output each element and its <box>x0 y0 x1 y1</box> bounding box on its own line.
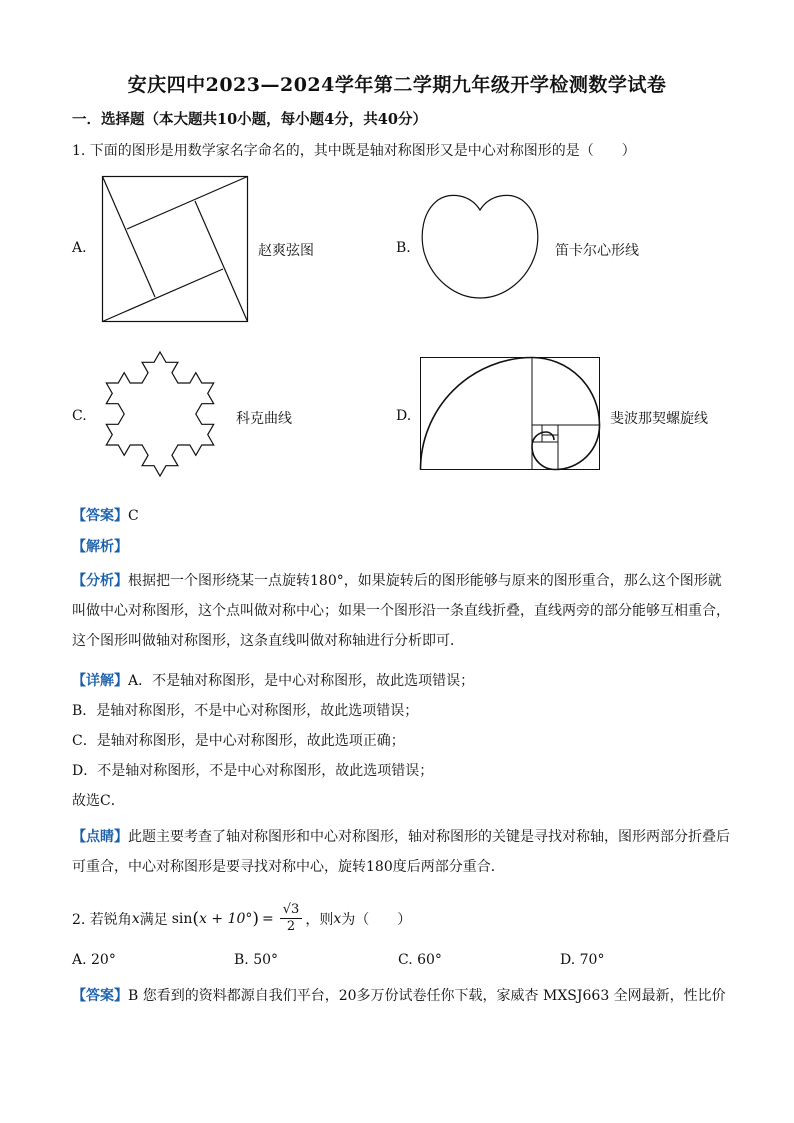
analysis-row <box>72 536 128 556</box>
q2-option-a: A. 20° <box>72 952 116 968</box>
answer-row <box>72 505 139 525</box>
q2-func: sin <box>171 910 193 927</box>
option-b-label: B. <box>396 240 411 256</box>
q2-answer-line: B 您看到的资料都源自我们平台，20多万份试卷任你下载，家威杏 MXSJ663 全网最新，性比价 <box>128 988 726 1004</box>
fenxi-tag: 【分析】 <box>72 573 128 589</box>
q2-option-b: B. 50° <box>234 952 279 968</box>
detail-line-c: C．是轴对称图形，是中心对称图形，故此选项正确； <box>72 733 405 749</box>
cardioid-figure <box>420 190 540 300</box>
option-a-caption: 赵爽弦图 <box>258 243 314 259</box>
section-heading: 一．选择题（本大题共10小题，每小题4分，共40分） <box>72 111 427 128</box>
q2-post-a: ，则 <box>305 911 334 928</box>
q2-post-var: x <box>333 910 342 927</box>
fibonacci-spiral-figure <box>420 357 600 470</box>
detail-line-d: D．不是轴对称图形，不是中心对称图形，故此选项错误； <box>72 763 434 779</box>
answer-value: C <box>128 508 139 524</box>
answer-tag: 【答案】 <box>72 508 128 524</box>
detail-conclusion: 故选C． <box>72 793 125 809</box>
q2-eq: = <box>262 910 274 927</box>
q2-numerator: √3 <box>280 902 303 919</box>
q2-answer-tag: 【答案】 <box>72 988 128 1004</box>
fenxi-paragraph <box>72 566 732 656</box>
option-a-label: A. <box>72 240 87 256</box>
question-1-stem: 1. 下面的图形是用数学家名字命名的，其中既是轴对称图形又是中心对称图形的是（ ） <box>72 143 636 159</box>
option-c-label: C. <box>72 408 87 424</box>
q2-option-c: C. 60° <box>398 952 442 968</box>
comment-text: 此题主要考查了轴对称图形和中心对称图形，轴对称图形的关键是寻找对称轴，图形两部分折叠后可重合，中心对称图形是要寻找对称中心，旋转180度后两部分重合． <box>72 829 730 875</box>
q2-denominator: 2 <box>286 919 296 934</box>
q2-pre: 2. 若锐角 <box>72 911 132 928</box>
option-d-caption: 斐波那契螺旋线 <box>610 411 708 427</box>
analysis-tag: 【解析】 <box>72 539 128 555</box>
detail-block <box>72 666 732 816</box>
q2-arg: x + 10° <box>199 910 253 927</box>
q2-fraction <box>280 902 303 935</box>
page-title: 安庆四中2023—2024学年第二学期九年级开学检测数学试卷 <box>127 74 667 96</box>
option-c-caption: 科克曲线 <box>236 411 292 427</box>
q2-mid: 满足 <box>139 911 168 928</box>
comment-paragraph <box>72 822 732 882</box>
fenxi-text: 根据把一个图形绕某一点旋转180°，如果旋转后的图形能够与原来的图形重合，那么这个图形就叫做中心对称图形，这个点叫做对称中心；如果一个图形沿一条直线折叠，直线两旁的部分能够互相重合，这个图形叫做轴对称图形，这条直线叫做对称轴进行分析即可． <box>72 573 730 649</box>
q2-var: x <box>131 910 140 927</box>
question-2-answer-row <box>72 985 726 1005</box>
detail-line-a: A．不是轴对称图形，是中心对称图形，故此选项错误； <box>128 673 475 689</box>
zhao-shuang-diagram-figure <box>102 176 248 322</box>
q2-post-b: 为（ ） <box>341 911 412 928</box>
question-2-stem: 2. 若锐角 x 满足 sin ( x + 10° ) = $\frac{√3}{2}$ ，则 x 为（ ） <box>72 902 412 934</box>
detail-line-b: B．是轴对称图形，不是中心对称图形，故此选项错误； <box>72 703 419 719</box>
q2-option-d: D. 70° <box>560 952 605 968</box>
detail-tag: 【详解】 <box>72 673 128 689</box>
option-b-caption: 笛卡尔心形线 <box>555 243 639 259</box>
comment-tag: 【点睛】 <box>72 829 128 845</box>
option-d-label: D. <box>396 408 412 424</box>
koch-snowflake-figure <box>98 340 223 485</box>
